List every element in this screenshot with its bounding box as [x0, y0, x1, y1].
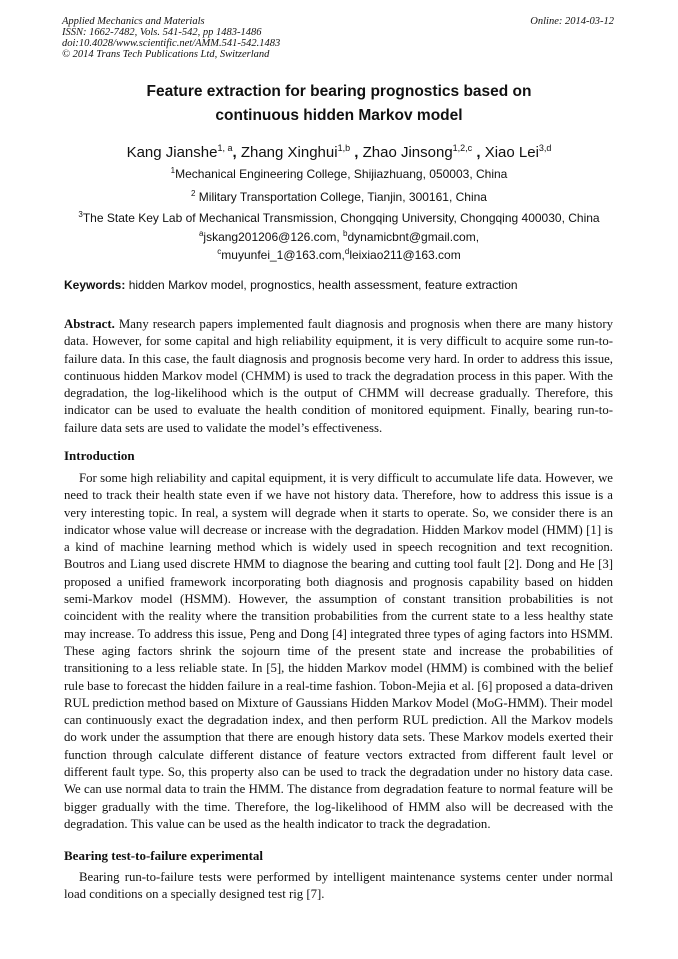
affiliation-text: Mechanical Engineering College, Shijiazhuang, 050003, China: [175, 167, 508, 181]
section-heading-introduction: Introduction: [64, 448, 135, 463]
author-list: [64, 138, 614, 163]
affiliation-2: [40, 186, 638, 205]
author-name: Xiao Lei: [484, 144, 539, 161]
affiliation-sup: 3: [78, 210, 83, 219]
introduction-paragraph: For some high reliability and capital equipment, it is very difficult to accumulate life data. However, we need to track their health state even if we have not history data. Therefore, how to address this issue is a very interesting topic. In real, a system will degrade when it starts to operate. So, we consider there is an indicator whose value will decrease or increase with the degradation. Hidden Markov model (HMM) [1] is a kind of machine learning method which is widely used in speech recognition and text recognition. Boutros and Liang used discrete HMM to diagnose the bearing and cutting tool fault [2]. Dong and He [3] proposed a unified framework incorporating both diagnosis and prognosis capability based on hidden semi-Markov model (HSMM). However, the assumption of constant transition probabilities is not coincident with the reality where the transition probabilities from the current state to a less healthy state may increase. To address this issue, Peng and Dong [4] integrated three types of aging factors into HSMM. These aging factors shrink the sojourn time of the present state and increase the probabilities of transitioning to a less reliable state. In [5], the hidden Markov model (HMM) is combined with the belief rule base to forecast the hidden failure in a real-time fashion. Tobon-Mejia et al. [6] proposed a data-driven RUL prediction method based on Mixture of Gaussians Hidden Markov Model (MoG-HMM). Their model can continuously exact the degradation index, and then perform RUL prediction. All the Markov models do work under the assumption that there are enough history data sets. These Markov models exerted their function through calculate different distance of feature vectors extracted from different fault level or different fault type. So, this property also can be used to track the degradation under no history data case. We can use normal data to train the HMM. The distance from degradation feature to normal feature will be bigger gradually with the time. Therefore, the log-likelihood of HMM also will be decreased with the degradation. This value can be used as the health indicator to track the degradation.: [64, 471, 613, 831]
author-emails: [64, 227, 614, 262]
journal-issn: ISSN: 1662-7482, Vols. 541-542, pp 1483-1486: [62, 27, 262, 38]
keywords: [64, 278, 614, 293]
bearing-test-paragraph: Bearing run-to-failure tests were performed by intelligent maintenance systems center under normal load conditions on a specially designed test rig [7].: [64, 870, 613, 902]
email-sup: a: [198, 229, 204, 238]
section-heading-bearing-test: Bearing test-to-failure experimental: [64, 848, 264, 863]
author-affil-sup: 3,d: [538, 143, 552, 153]
author-affil-sup: 1, a: [217, 143, 233, 153]
journal-name: Applied Mechanics and Materials: [62, 16, 205, 27]
online-date: Online: 2014-03-12: [530, 16, 614, 27]
journal-doi: doi:10.4028/www.scientific.net/AMM.541-542.1483: [62, 38, 281, 49]
email-line-2: [64, 245, 614, 263]
journal-copyright: © 2014 Trans Tech Publications Ltd, Switzerland: [62, 49, 270, 60]
keywords-label: Keywords:: [64, 278, 126, 292]
affiliation-1: [40, 163, 638, 182]
affiliation-text: The State Key Lab of Mechanical Transmission, Chongqing University, Chongqing 400030, China: [82, 211, 600, 225]
email-sup: b: [343, 229, 348, 238]
author-separator: ,: [232, 144, 241, 161]
paper-title: [64, 80, 614, 128]
email-sup: d: [344, 246, 350, 256]
abstract: [64, 316, 613, 437]
email-a[interactable]: jskang201206@126.com,: [203, 230, 344, 244]
author-name: Kang Jianshe: [126, 144, 218, 161]
author-name: Zhang Xinghui: [240, 144, 338, 161]
author-name: Zhao Jinsong: [362, 144, 453, 161]
author-affil-sup: 1,b: [337, 143, 351, 153]
abstract-text: Many research papers implemented fault diagnosis and prognosis when there are many history data. However, for some capital and high reliability equipment, it is very difficult to acquire some run-to-failure data. In this case, the fault diagnosis and prognosis become very hard. In order to address this issue, continuous hidden Markov model (CHMM) is used to track the degradation process in this paper. With the degradation, the log-likelihood which is the output of CHMM will decrease gradually. Therefore, this indicator can be used to evaluate the health condition of monitored equipment. Finally, bearing run-to-failure data sets are used to validate the model’s effectiveness.: [64, 317, 613, 435]
email-line-1: [64, 227, 614, 245]
title-line-1: Feature extraction for bearing prognostics based on: [146, 83, 532, 100]
author-separator: ,: [350, 144, 363, 161]
email-sup: c: [217, 246, 222, 256]
affiliation-3: [40, 207, 638, 226]
email-b[interactable]: dynamicbnt@gmail.com,: [347, 230, 480, 244]
author-affil-sup: 1,2,c: [452, 143, 473, 153]
affiliation-sup: 1: [170, 166, 176, 175]
keywords-text: hidden Markov model, prognostics, health assessment, feature extraction: [125, 278, 518, 292]
abstract-label: Abstract.: [64, 317, 115, 331]
email-d[interactable]: leixiao211@163.com: [349, 247, 461, 262]
affiliation-sup: 2: [191, 189, 196, 198]
author-separator: ,: [472, 144, 485, 161]
introduction-section: [64, 470, 613, 833]
title-line-2: continuous hidden Markov model: [215, 107, 463, 124]
affiliation-text: Military Transportation College, Tianjin, 300161, China: [195, 190, 487, 204]
abstract-paragraph: [64, 316, 613, 437]
bearing-test-section: [64, 869, 613, 904]
email-c[interactable]: muyunfei_1@163.com,: [221, 247, 345, 262]
journal-header: [62, 16, 614, 60]
